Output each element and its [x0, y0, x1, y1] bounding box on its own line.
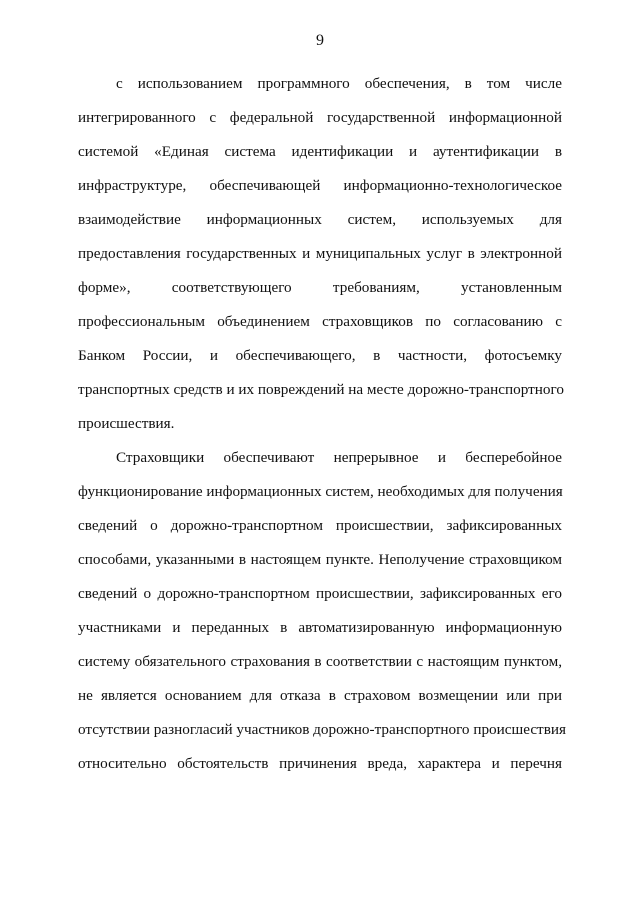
text-line: происшествия. [78, 415, 175, 432]
paragraph [78, 67, 562, 441]
text-line: функционирование информационных систем, необходимых для получения [78, 483, 563, 500]
text-line: не является основанием для отказа в страховом возмещении или при [78, 687, 562, 704]
text-line: предоставления государственных и муниципальных услуг в электронной [78, 245, 562, 262]
text-line: форме», соответствующего требованиям, установленным [78, 279, 562, 296]
text-line: с использованием программного обеспечения, в том числе [116, 75, 562, 92]
text-line: сведений о дорожно-транспортном происшествии, зафиксированных [78, 517, 562, 534]
text-line: систему обязательного страхования в соответствии с настоящим пунктом, [78, 653, 562, 670]
text-line: участниками и переданных в автоматизированную информационную [78, 619, 562, 636]
text-line: способами, указанными в настоящем пункте. Неполучение страховщиком [78, 551, 562, 568]
text-line: системой «Единая система идентификации и аутентификации в [78, 143, 562, 160]
document-body [78, 67, 566, 781]
text-line: сведений о дорожно-транспортном происшествии, зафиксированных его [78, 585, 562, 602]
text-line: Банком России, и обеспечивающего, в частности, фотосъемку [78, 347, 562, 364]
page-number: 9 [316, 32, 324, 49]
text-line: интегрированного с федеральной государственной информационной [78, 109, 562, 126]
text-line: относительно обстоятельств причинения вреда, характера и перечня [78, 755, 562, 772]
text-line: Страховщики обеспечивают непрерывное и бесперебойное [116, 449, 562, 466]
text-line: инфраструктуре, обеспечивающей информационно-технологическое [78, 177, 562, 194]
text-line: отсутствии разногласий участников дорожно-транспортного происшествия [78, 721, 566, 738]
text-line: профессиональным объединением страховщиков по согласованию с [78, 313, 562, 330]
paragraph [78, 441, 566, 781]
text-line: взаимодействие информационных систем, используемых для [78, 211, 562, 228]
text-line: транспортных средств и их повреждений на месте дорожно-транспортного [78, 381, 564, 398]
